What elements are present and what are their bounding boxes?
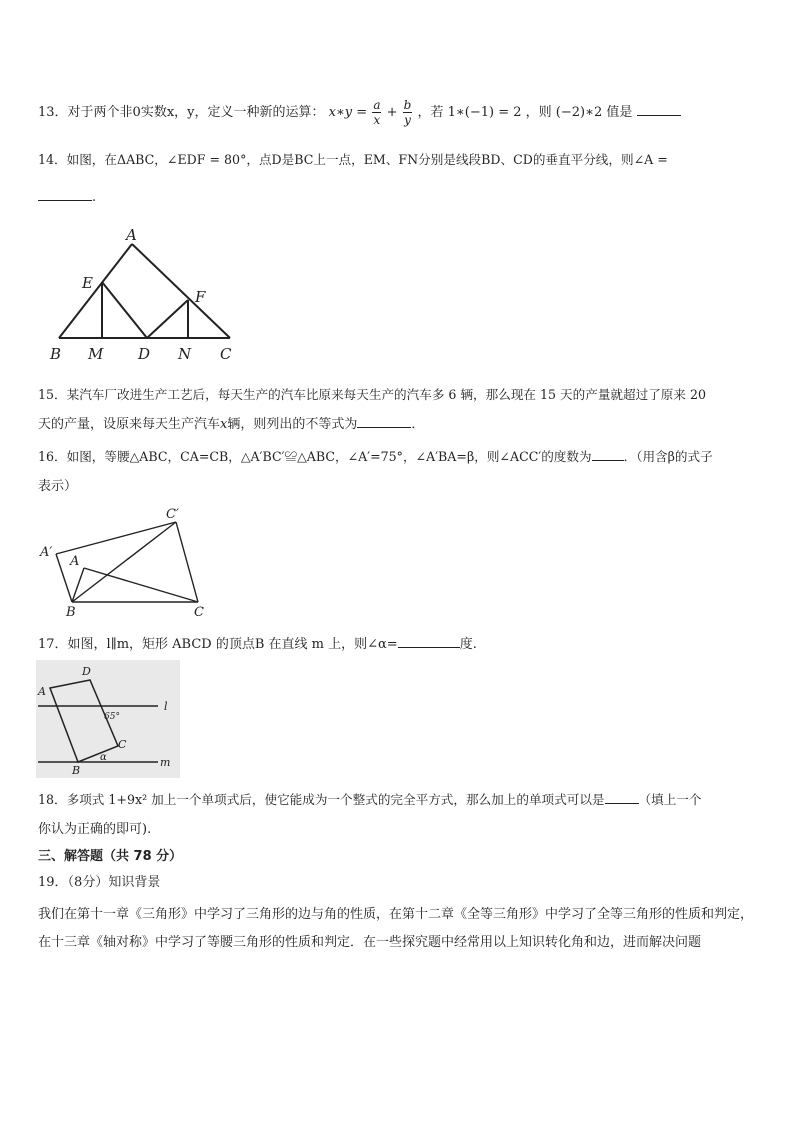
edge-ab [59, 244, 132, 338]
label-c: C [220, 345, 232, 363]
q15-end: ． [411, 417, 425, 432]
question-16-line-2 [38, 478, 77, 496]
label-m: m [160, 756, 171, 769]
q16-answer-blank[interactable] [592, 448, 624, 461]
question-16-line-1 [38, 448, 713, 466]
q18-line2: 你认为正确的即可). [38, 822, 152, 837]
q13-frac2-num: b [403, 98, 412, 112]
q15-answer-blank[interactable] [357, 415, 411, 428]
question-15-line-1 [38, 386, 706, 404]
question-17 [38, 635, 477, 654]
q14-answer-blank[interactable] [38, 188, 92, 201]
edge-ac [132, 244, 230, 338]
q15-line2-a: 天的产量，设原来每天生产汽车 [38, 417, 221, 432]
q13-op-lhs: x∗y = [328, 105, 368, 120]
question-14-answer-line [38, 188, 96, 207]
edge-a1-c1 [56, 522, 176, 554]
q18-line1-b: （填上一个 [638, 792, 702, 807]
q17-answer-blank[interactable] [398, 635, 460, 648]
q13-middle: ，若 [417, 105, 444, 120]
label-b: B [72, 764, 81, 777]
figure-14 [44, 222, 244, 364]
q18-answer-blank[interactable] [605, 791, 639, 804]
edge-b-c1 [72, 522, 176, 602]
q13-cond: 1∗(−1) = 2 [447, 105, 522, 120]
q13-answer-blank[interactable] [637, 103, 681, 116]
q17-a: 17．如图，l∥m，矩形 ABCD 的顶点B 在直线 m 上，则∠α= [38, 637, 398, 652]
q14-end: . [92, 190, 97, 205]
label-c: C [118, 738, 127, 751]
q16-line1-a: 16．如图，等腰△ABC，CA=CB，△A′BC′≌△ABC，∠A′=75°，∠A′BA=β，则∠ACC′的度数为 [38, 449, 592, 464]
q14-text: 14．如图，在ΔABC，∠EDF = 80°，点D是BC上一点，EM、FN分别是线段BD、CD的垂直平分线，则∠A = [38, 152, 668, 167]
label-a: A [38, 685, 46, 698]
q13-then: ，则 [525, 105, 552, 120]
q13-prefix: 13．对于两个非0实数x，y，定义一种新的运算： [38, 105, 325, 120]
segment-df [147, 300, 188, 338]
q18-line1-a: 18．多项式 1+9x² 加上一个单项式后，使它能成为一个整式的完全平方式，那么加上的单项式可以是 [38, 792, 605, 807]
label-65deg: 65° [104, 712, 120, 722]
q13-frac1-num: a [373, 98, 381, 112]
label-c: C [194, 605, 204, 620]
label-n: N [178, 345, 192, 363]
q15-line1: 15．某汽车厂改进生产工艺后，每天生产的汽车比原来每天生产的汽车多 6 辆，那么现在 15 天的产量就超过了原来 20 [38, 387, 707, 402]
section-3-title: 三、解答题（共 78 分） [38, 849, 183, 864]
q13-expr: (−2)∗2 [555, 105, 603, 120]
q17-b: 度. [459, 637, 477, 652]
label-m: M [88, 345, 104, 363]
label-alpha: α [100, 752, 107, 763]
label-a-prime: A′ [40, 545, 53, 560]
question-14 [38, 151, 668, 169]
q13-plus: + [386, 105, 398, 120]
label-f: F [195, 288, 206, 306]
label-b: B [66, 605, 76, 620]
label-a: A [126, 226, 137, 244]
question-18-line-1 [38, 791, 701, 809]
label-c-prime: C′ [166, 507, 179, 522]
question-19-heading: 19．（8分）知识背景 [38, 875, 161, 890]
q13-frac2-den: y [404, 113, 411, 127]
q16-line2: 表示） [38, 479, 78, 494]
q15-var: x [220, 417, 228, 432]
q13-fraction-1 [372, 98, 381, 127]
edge-a-c [84, 568, 198, 602]
q13-frac1-den: x [373, 113, 381, 127]
label-e: E [82, 274, 93, 292]
label-d: D [138, 345, 151, 363]
q16-line1-b: ．（用含β的式子 [623, 449, 713, 464]
figure-16 [38, 504, 218, 622]
segment-ed [102, 282, 147, 338]
edge-c1-c [176, 522, 198, 602]
q13-suffix: 值是 [606, 105, 633, 120]
question-19-paragraph: 我们在第十一章《三角形》中学习了三角形的边与角的性质，在第十二章《全等三角形》中学习了全等三角形的性质和判定，在十三章《轴对称》中学习了等腰三角形的性质和判定．在一些探究题中经常用以上知识转化角和边，进而解决问题 [38, 907, 754, 950]
q15-line2-b: 辆，则列出的不等式为 [227, 417, 358, 432]
question-18-line-2 [38, 821, 151, 839]
figure-17 [36, 660, 180, 778]
question-15-line-2 [38, 415, 424, 434]
label-a: A [70, 554, 80, 569]
question-13 [38, 98, 681, 127]
q13-fraction-2 [403, 98, 413, 127]
label-d: D [82, 665, 91, 678]
label-b: B [50, 345, 62, 363]
label-l: l [164, 700, 168, 713]
